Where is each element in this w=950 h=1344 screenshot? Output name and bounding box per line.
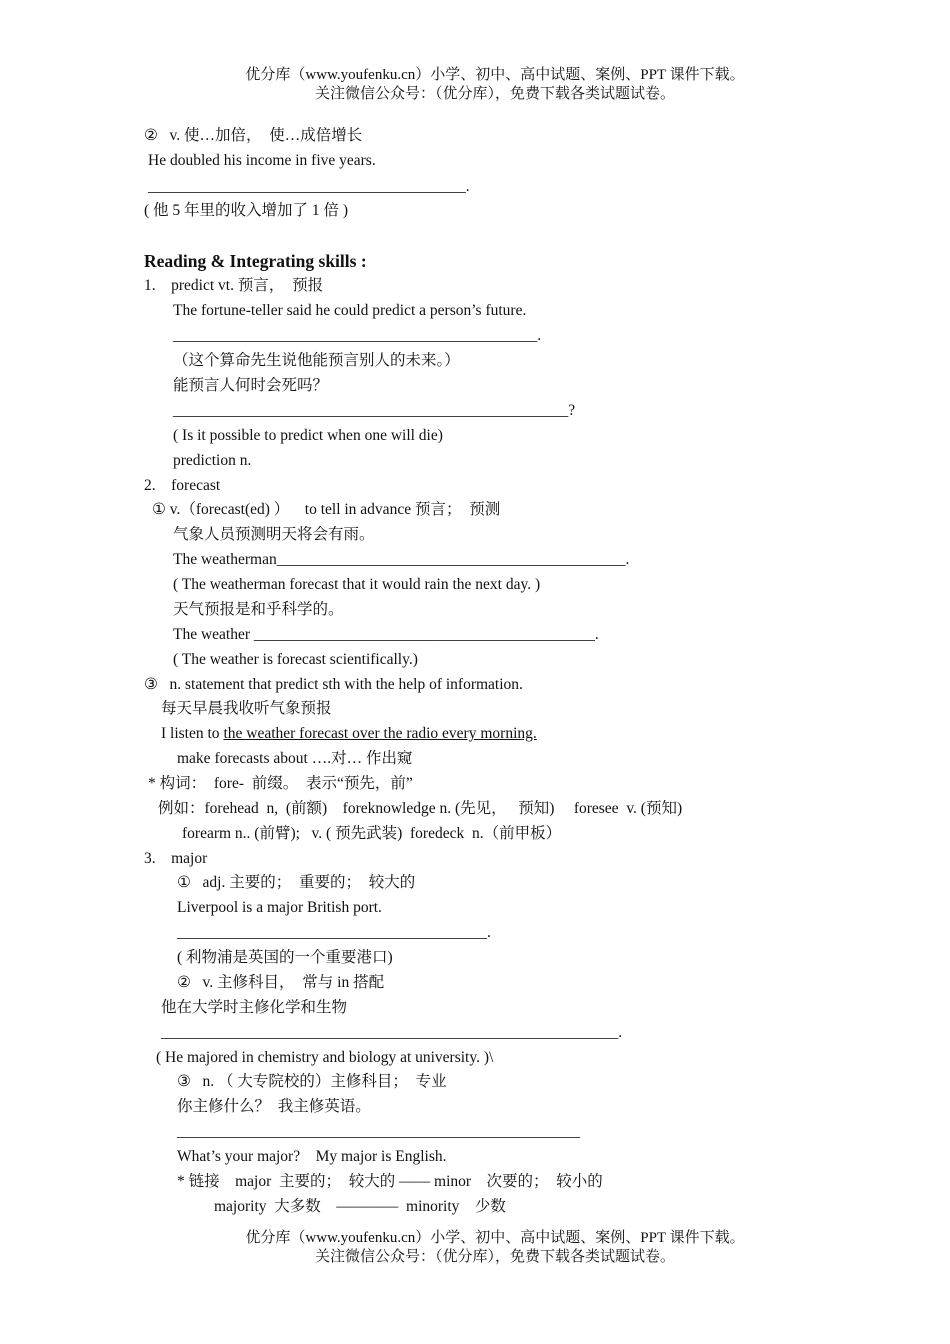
forecast-heading: 2. forecast <box>144 477 221 494</box>
major-blank-1: ________________________________________. <box>177 924 491 941</box>
predict-blank-1: _______________________________________________. <box>173 327 542 344</box>
major-link-1: * 链接 major 主要的； 较大的 —— minor 次要的； 较小的 <box>177 1173 603 1190</box>
page-footer <box>0 1229 950 1267</box>
major-answer-2: ( He majored in chemistry and biology at university. )\ <box>156 1049 494 1066</box>
forecast-fill-2: The weather ____________________________________________. <box>173 626 599 643</box>
major-example-1: Liverpool is a major British port. <box>177 899 382 916</box>
forecast-sense-1: ① v.（forecast(ed) ） to tell in advance 预言； 预测 <box>152 501 501 518</box>
predict-answer-2: ( Is it possible to predict when one will die) <box>173 427 443 444</box>
double-blank: _________________________________________. <box>148 178 470 195</box>
word-formation-examples-1: 例如：forehead n, (前额) foreknowledge n. (先见， 预知) foresee v. (预知) <box>158 800 683 817</box>
footer-line-2: 关注微信公众号：（优分库），免费下载各类试题试卷。 <box>314 1249 675 1265</box>
predict-blank-2: ___________________________________________________? <box>173 402 576 419</box>
double-sense-2: ② v. 使…加倍， 使…成倍增长 <box>144 127 363 144</box>
page-header <box>0 66 950 104</box>
major-blank-3: ____________________________________________________ <box>177 1123 580 1140</box>
predict-question-2: 能预言人何时会死吗？ <box>173 377 329 394</box>
forecast-example-3-prefix: I listen to <box>161 725 224 742</box>
forecast-cn-1: 气象人员预测明天将会有雨。 <box>173 526 375 543</box>
forecast-sense-3: ③ n. statement that predict sth with the help of information. <box>144 676 523 693</box>
predict-heading: 1. predict vt. 预言， 预报 <box>144 277 324 294</box>
major-cn-2: 他在大学时主修化学和生物 <box>161 999 348 1016</box>
predict-answer-1: （这个算命先生说他能预言别人的未来。） <box>173 352 460 369</box>
forecast-example-3 <box>161 723 537 745</box>
section-title: Reading & Integrating skills : <box>144 251 367 271</box>
forecast-example-3-underlined: the weather forecast over the radio every morning. <box>223 725 537 742</box>
forecast-cn-2: 天气预报是和乎科学的。 <box>173 601 344 618</box>
major-sense-2: ② v. 主修科目， 常与 in 搭配 <box>177 974 385 991</box>
header-line-1: 优分库（www.youfenku.cn）小学、初中、高中试题、案例、PPT 课件下载。 <box>245 67 745 83</box>
major-sense-1: ① adj. 主要的； 重要的； 较大的 <box>177 874 416 891</box>
major-heading: 3. major <box>144 850 208 867</box>
forecast-cn-3: 每天早晨我收听气象预报 <box>161 700 332 717</box>
major-answer-3: What’s your major? My major is English. <box>177 1148 447 1165</box>
major-answer-1: ( 利物浦是英国的一个重要港口) <box>177 949 393 966</box>
word-formation-note: * 构词： fore- 前缀。 表示“预先，前” <box>148 775 413 792</box>
forecast-phrase: make forecasts about ….对… 作出窥 <box>177 750 413 767</box>
header-line-2: 关注微信公众号：（优分库），免费下载各类试题试卷。 <box>314 86 675 102</box>
footer-line-1: 优分库（www.youfenku.cn）小学、初中、高中试题、案例、PPT 课件下载。 <box>245 1230 745 1246</box>
double-answer: ( 他 5 年里的收入增加了 1 倍 ) <box>144 202 349 219</box>
forecast-answer-1: ( The weatherman forecast that it would rain the next day. ) <box>173 576 541 593</box>
forecast-fill-1: The weatherman_____________________________________________. <box>173 551 630 568</box>
major-cn-3: 你主修什么？ 我主修英语。 <box>177 1098 371 1115</box>
predict-noun: prediction n. <box>173 452 252 469</box>
major-sense-3: ③ n. （ 大专院校的）主修科目； 专业 <box>177 1073 447 1090</box>
word-formation-examples-2: forearm n.. (前臂); v. ( 预先武装) foredeck n.（前甲板） <box>182 825 562 842</box>
major-link-2: majority 大多数 ———— minority 少数 <box>214 1198 506 1215</box>
double-example: He doubled his income in five years. <box>148 152 376 169</box>
major-blank-2: ___________________________________________________________. <box>161 1024 623 1041</box>
forecast-answer-2: ( The weather is forecast scientifically.) <box>173 651 418 668</box>
predict-example: The fortune-teller said he could predict a person’s future. <box>173 302 527 319</box>
